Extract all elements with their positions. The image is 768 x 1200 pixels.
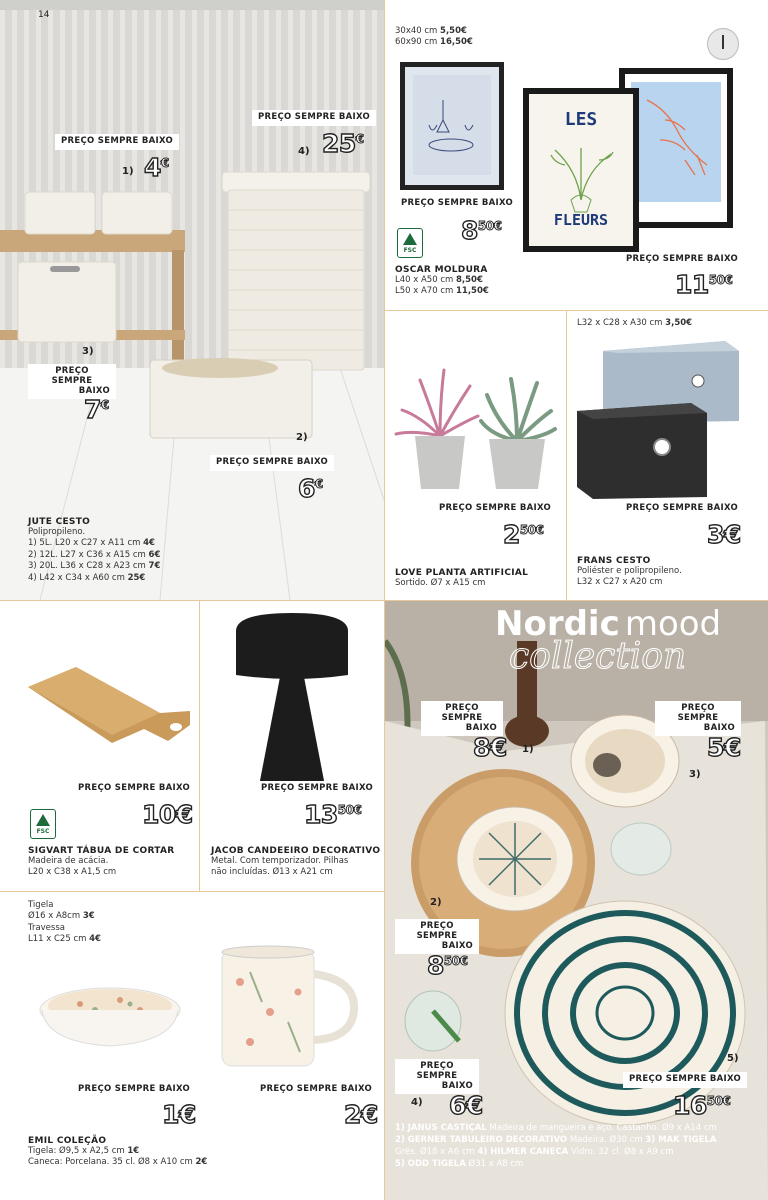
oscar-price-2-int: 11 (675, 270, 709, 299)
nordic-marker-1: 1) (522, 744, 534, 755)
nordic-tag-1-line2: BAIXO (465, 722, 497, 733)
emil-products (0, 892, 384, 1092)
sigvart-tag: PREÇO SEMPRE BAIXO (78, 783, 191, 793)
nordic-tag-4-line2: BAIXO (441, 1080, 473, 1091)
oscar-tag-2: PREÇO SEMPRE BAIXO (626, 254, 739, 264)
jute-line-2: 2) 12L. L27 x C36 x A15 cm (28, 549, 146, 560)
oscar-frames (385, 0, 768, 260)
nordic-heading-1: Nordic (495, 604, 620, 644)
emil-panel (0, 892, 384, 1200)
nordic-tag-3-line1: PREÇO SEMPRE (677, 703, 719, 723)
frans-tag: PREÇO SEMPRE BAIXO (626, 503, 739, 513)
nordic-marker-3: 3) (689, 769, 701, 780)
oscar-price-1-int: 8 (461, 216, 478, 245)
nordic-price-5-dec: 50€ (706, 1094, 731, 1108)
emil-price-2: 2€ (344, 1100, 378, 1129)
frans-material: Poliéster e polipropileno. (577, 566, 682, 576)
nordic-tag-4 (395, 1059, 479, 1094)
jacob-panel (200, 601, 384, 891)
jute-title: JUTE CESTO (28, 517, 91, 527)
nordic-tag-5: PREÇO SEMPRE BAIXO (623, 1072, 747, 1088)
nordic-heading-2: mood (624, 604, 722, 644)
emil-top-line-4: L11 x C25 cm (28, 934, 87, 945)
nordic-tag-2-line1: PREÇO SEMPRE (416, 921, 458, 941)
jacob-title: JACOB CANDEEIRO DECORATIVO (211, 846, 381, 856)
jute-marker-3: 3) (82, 346, 94, 357)
nordic-item-4-desc: Vidro. 32 cl. Ø8 x A9 cm (568, 1146, 674, 1157)
sigvart-panel (0, 601, 199, 891)
jute-tag-3 (28, 364, 116, 399)
divider-left-bottom (0, 891, 384, 892)
nordic-price-4: 6€ (449, 1091, 483, 1120)
nordic-item-5-desc: Ø31 x A8 cm (465, 1158, 524, 1169)
nordic-price-3: 5€ (707, 733, 741, 762)
jute-price-3-value: 7 (84, 395, 101, 424)
nordic-heading (495, 604, 722, 677)
jute-tag-3-line2: BAIXO (78, 385, 110, 396)
jute-info (28, 517, 160, 584)
sigvart-info (28, 846, 175, 879)
oscar-price-1 (461, 218, 501, 243)
nordic-marker-2: 2) (430, 897, 442, 908)
divider-right-1 (385, 310, 768, 311)
nordic-heading-3: collection (509, 636, 687, 677)
sigvart-fsc-label: FSC (36, 827, 50, 835)
nordic-item-2-desc: Madeira. Ø30 cm (567, 1134, 646, 1145)
sigvart-board (0, 601, 199, 761)
nordic-tag-3 (655, 701, 741, 736)
frans-top-line: L32 x C28 x A30 cm (577, 318, 663, 328)
nordic-price-2-dec: 50€ (443, 954, 468, 968)
page-number: 14 (38, 10, 50, 20)
love-panel (385, 311, 566, 600)
jute-line-price-4: 25€ (127, 572, 146, 583)
love-price-int: 2 (503, 520, 520, 549)
jute-price-1 (144, 155, 169, 180)
jacob-price (304, 802, 361, 827)
frans-baskets (567, 311, 768, 511)
nordic-tag-4-line1: PREÇO SEMPRE (416, 1061, 458, 1081)
jute-price-4-value: 25 (322, 129, 356, 158)
jacob-line-1: Metal. Com temporizador. Pilhas (211, 856, 349, 866)
jute-material: Polipropileno. (28, 527, 86, 537)
oscar-price-1-dec: 50€ (477, 219, 502, 233)
oscar-top-line-1: 30x40 cm (395, 26, 438, 36)
jacob-price-dec: 50€ (337, 803, 362, 817)
love-price (503, 522, 543, 547)
sigvart-line-2: L20 x C38 x A1,5 cm (28, 867, 117, 878)
nordic-price-1: 8€ (473, 733, 507, 762)
jute-line-price-2: 6€ (148, 549, 161, 560)
oscar-fsc-label: FSC (403, 246, 417, 254)
emil-title: EMIL COLEÇÃO (28, 1136, 107, 1146)
sigvart-price: 10€ (142, 800, 193, 829)
oscar-price-2-dec: 50€ (708, 273, 733, 287)
jute-marker-2: 2) (296, 432, 308, 443)
nordic-tag-2-line2: BAIXO (441, 940, 473, 951)
jacob-price-int: 13 (304, 800, 338, 829)
oscar-line-2: L50 x A70 cm (395, 286, 454, 297)
love-desc: Sortido. Ø7 x A15 cm (395, 578, 486, 588)
jute-tag-1: PREÇO SEMPRE BAIXO (55, 134, 179, 150)
emil-top-line-2: Ø16 x A8cm (28, 911, 81, 922)
frans-dims: L32 x C27 x A20 cm (577, 577, 663, 588)
divider-left-lower (199, 601, 200, 891)
jute-line-4: 4) L42 x C34 x A60 cm (28, 572, 125, 583)
love-price-dec: 50€ (519, 523, 544, 537)
jute-currency-2: € (314, 477, 323, 491)
nordic-item-3-desc: Grés. Ø18 x A6 cm (395, 1146, 478, 1157)
emil-info (28, 1136, 207, 1169)
jute-line-1: 1) 5L. L20 x C27 x A11 cm (28, 538, 141, 549)
nordic-tag-2 (395, 919, 479, 954)
nordic-tag-3-line2: BAIXO (703, 722, 735, 733)
jute-tag-4: PREÇO SEMPRE BAIXO (252, 110, 376, 126)
jute-marker-1: 1) (122, 166, 134, 177)
emil-line-price-1: 1€ (127, 1146, 140, 1156)
jute-price-4 (322, 131, 364, 156)
oscar-fsc-icon (397, 228, 423, 258)
oscar-top-line-2: 60x90 cm (395, 37, 438, 48)
nordic-marker-5: 5) (727, 1053, 739, 1064)
jute-currency-4: € (355, 132, 364, 146)
jute-line-price-1: 4€ (143, 538, 155, 549)
frans-info (577, 556, 682, 589)
jacob-lamp (200, 601, 384, 811)
emil-line-1: Tigela: Ø9,5 x A2,5 cm (28, 1146, 125, 1156)
jute-currency-1: € (160, 156, 169, 170)
nordic-marker-4: 4) (411, 1097, 423, 1108)
poster-fleurs: FLEURS (553, 211, 609, 229)
jute-currency-3: € (100, 398, 109, 412)
jacob-line-2: não incluídas. Ø13 x A21 cm (211, 867, 333, 878)
love-plants (385, 311, 566, 511)
poster-les: LES (564, 109, 598, 130)
jacob-info (211, 846, 380, 879)
nordic-price-2 (427, 953, 467, 978)
nordic-price-2-int: 8 (427, 951, 444, 980)
oscar-top-price-1: 5,50€ (440, 26, 467, 36)
jute-line-price-3: 7€ (148, 561, 161, 572)
nordic-tag-1 (421, 701, 503, 736)
nordic-tag-1-line1: PREÇO SEMPRE (441, 703, 483, 723)
love-info (395, 568, 528, 589)
oscar-panel (385, 0, 768, 310)
nordic-price-5 (673, 1093, 730, 1118)
nordic-panel (385, 601, 768, 1200)
jute-line-3: 3) 20L. L36 x C28 x A23 cm (28, 561, 146, 572)
frans-price: 3€ (707, 520, 741, 549)
sigvart-line-1: Madeira de acácia. (28, 856, 109, 866)
oscar-line-price-2: 11,50€ (455, 286, 489, 297)
emil-top-line-3: Travessa (28, 922, 65, 933)
sigvart-fsc-icon (30, 809, 56, 839)
nordic-item-1-desc: Madeira de mangueira e aço. Castanho. Ø9 x A14 cm (486, 1123, 717, 1133)
nordic-price-5-int: 16 (673, 1091, 707, 1120)
jacob-tag: PREÇO SEMPRE BAIXO (255, 781, 379, 797)
emil-price-1: 1€ (162, 1100, 196, 1129)
love-tag: PREÇO SEMPRE BAIXO (439, 503, 552, 513)
nordic-info (395, 1123, 755, 1171)
love-title: LOVE PLANTA ARTIFICIAL (395, 568, 529, 578)
jute-tag-3-line1: PREÇO SEMPRE (51, 366, 93, 386)
oscar-line-price-1: 8,50€ (455, 275, 483, 285)
emil-top-price-1: 3€ (82, 911, 95, 922)
frans-panel (567, 311, 768, 600)
oscar-top-price-2: 16,50€ (440, 37, 473, 48)
jute-price-2 (298, 476, 323, 501)
nordic-item-2-name: 2) GERNER TABULEIRO DECORATIVO (395, 1134, 568, 1145)
nordic-item-4-name: 4) HILMER CANECA (477, 1146, 569, 1157)
nordic-item-1-name: 1) JANUS CASTIÇAL (395, 1123, 487, 1133)
emil-tag-2: PREÇO SEMPRE BAIXO (260, 1084, 373, 1094)
frans-title: FRANS CESTO (577, 556, 651, 566)
oscar-title: OSCAR MOLDURA (395, 265, 488, 275)
frans-top-price: 3,50€ (665, 318, 693, 328)
oscar-tag-1: PREÇO SEMPRE BAIXO (401, 198, 514, 208)
sigvart-title: SIGVART TÁBUA DE CORTAR (28, 846, 175, 856)
jute-price-1-value: 4 (144, 153, 161, 182)
oscar-line-1: L40 x A50 cm (395, 275, 454, 285)
jute-tag-2: PREÇO SEMPRE BAIXO (210, 455, 334, 471)
jute-photo (0, 0, 384, 600)
emil-top-price-2: 4€ (89, 934, 101, 945)
emil-line-2: Caneca: Porcelana. 35 cl. Ø8 x A10 cm (28, 1157, 193, 1168)
nordic-item-3-name: 3) MAK TIGELA (645, 1134, 717, 1145)
jute-price-3 (84, 397, 109, 422)
emil-line-price-2: 2€ (195, 1157, 208, 1168)
emil-top-line-1: Tigela (28, 900, 54, 910)
nordic-item-5-name: 5) ODD TIGELA (395, 1158, 466, 1169)
emil-tag-1: PREÇO SEMPRE BAIXO (78, 1084, 191, 1094)
jute-panel (0, 0, 384, 600)
oscar-info (395, 265, 489, 298)
divider-mid (0, 600, 768, 601)
jute-price-2-value: 6 (298, 474, 315, 503)
divider-right-2 (566, 311, 567, 600)
oscar-price-2 (675, 272, 732, 297)
jute-marker-4: 4) (298, 146, 310, 157)
